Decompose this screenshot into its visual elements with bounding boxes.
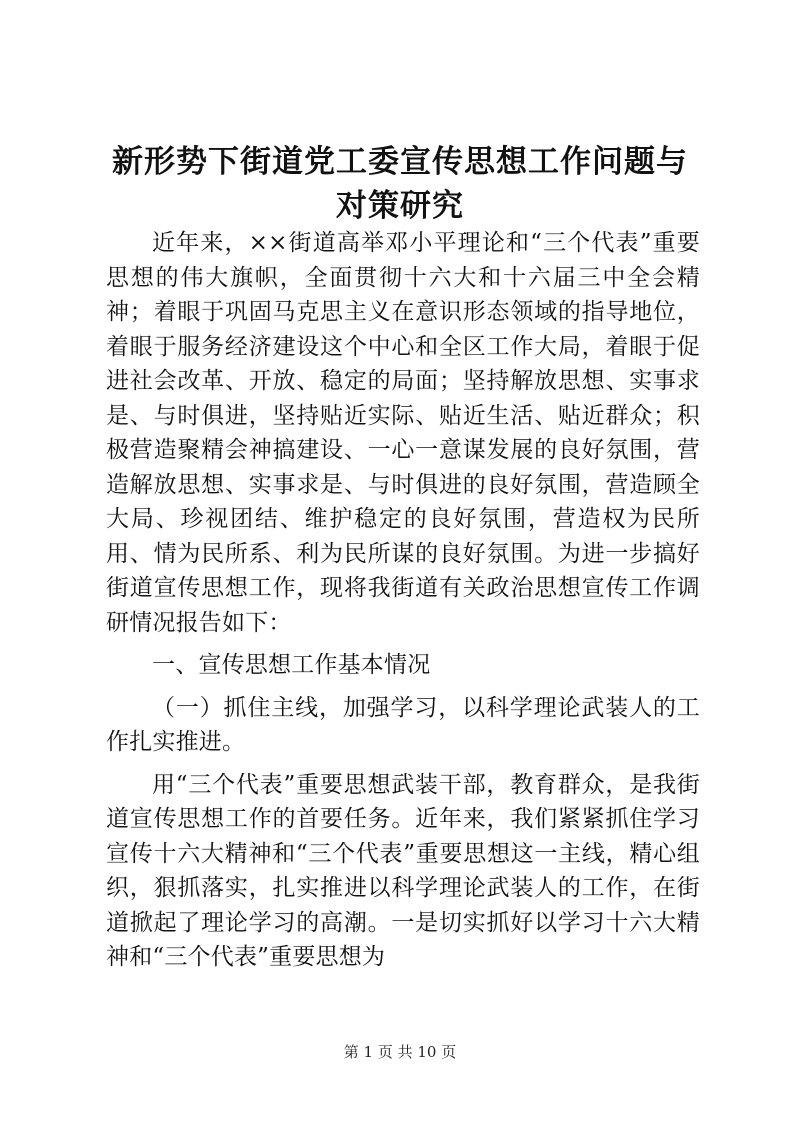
intro-paragraph: 近年来，××街道高举邓小平理论和“三个代表”重要思想的伟大旗帜，全面贯彻十六大和十六届三中全会精神；着眼于巩固马克思主义在意识形态领域的指导地位，着眼于服务经济建设这个中心和全区工作大局，着眼于促进社会改革、开放、稳定的局面；坚持解放思想、实事求是、与时俱进，坚持贴近实际、贴近生活、贴近群众；积极营造聚精会神搞建设、一心一意谋发展的良好氛围，营造解放思想、实事求是、与时俱进的良好氛围，营造顾全大局、珍视团结、维护稳定的良好氛围，营造权为民所用、情为民所系、利为民所谋的良好氛围。为进一步搞好街道宣传思想工作，现将我街道有关政治思想宣传工作调研情况报告如下：	[106, 230, 700, 636]
document-body	[106, 226, 700, 975]
page-number-footer: 第 1 页 共 10 页	[343, 1043, 457, 1061]
section-heading: 一、宣传思想工作基本情况	[152, 652, 431, 678]
subsection-heading: （一）抓住主线，加强学习，以科学理论武装人的工作扎实推进。	[106, 694, 700, 755]
document-title: 新形势下街道党工委宣传思想工作问题与对策研究	[112, 144, 688, 224]
body-paragraph: 用“三个代表”重要思想武装干部，教育群众，是我街道宣传思想工作的首要任务。近年来，我们紧紧抓住学习宣传十六大精神和“三个代表”重要思想这一主线，精心组织，狠抓落实，扎实推进以科学理论武装人的工作，在街道掀起了理论学习的高潮。一是切实抓好以学习十六大精神和“三个代表”重要思想为	[106, 771, 700, 970]
